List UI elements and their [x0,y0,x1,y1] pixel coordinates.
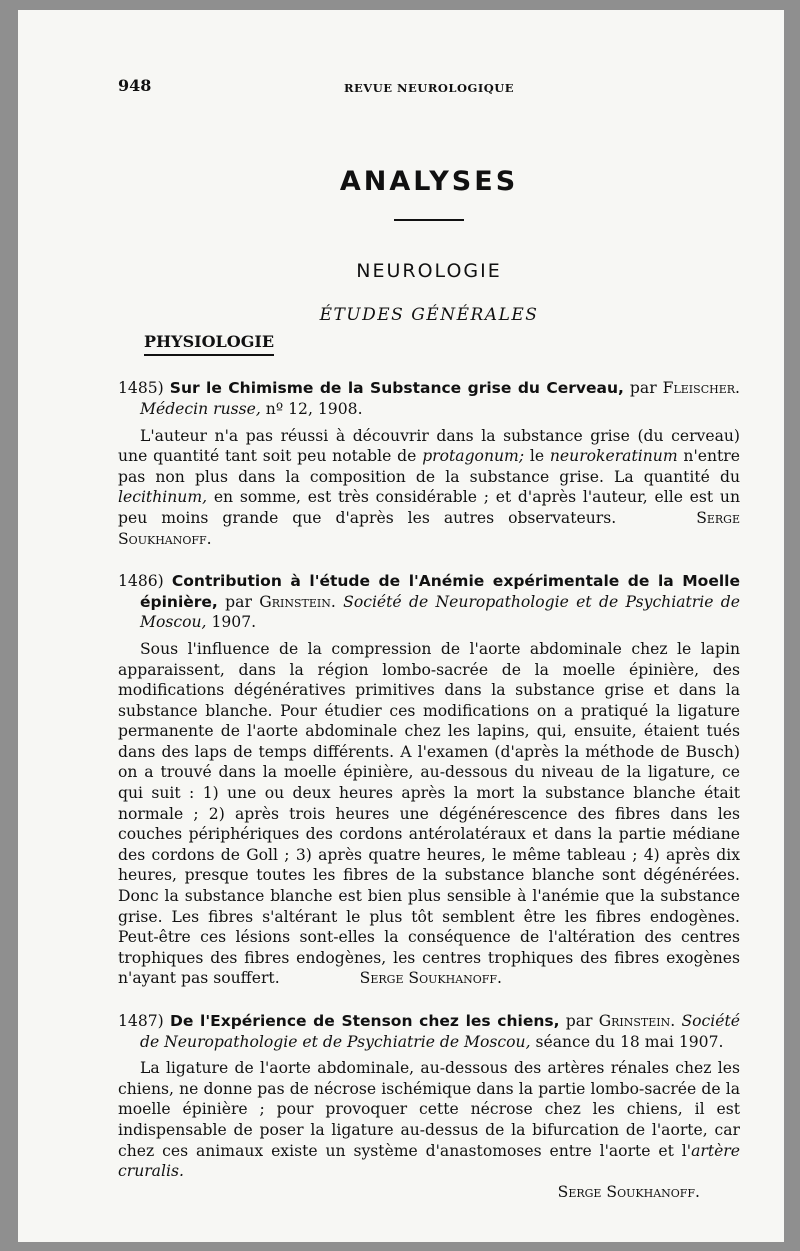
body-text: La ligature de l'aorte abdominale, au-dessous des artères rénales chez les chiens, ne donne pas de nécrose ischémique dans la partie lombo-sacrée de la moelle épinière ; pour provoquer cette nécrose chez les chiens, il est indispensable de poser la ligature au-dessus de la bifurcation de l'aorte, car chez ces animaux existe un système d'anastomoses entre l'aorte et l' [118,1059,740,1160]
latin-term: neurokeratinum [549,447,678,466]
entry-body [118,426,740,550]
entry-1485 [118,378,740,549]
latin-term: lecithinum, [118,488,208,507]
main-title: ANALYSES [339,166,519,197]
journal-title: REVUE NEUROLOGIQUE [343,81,515,95]
latin-term: protagonum; [422,447,525,466]
entry-source-tail: nº 12, 1908. [265,399,363,418]
entry-source: Société de Neuropathologie et de Psychiatrie de Moscou, [140,1012,740,1051]
rubric-heading: PHYSIOLOGIE [144,332,274,357]
entry-author: Grinstein. [598,1012,676,1030]
body-text: en somme, est très considérable ; et d'après l'auteur, elle est un peu moins grande que d'après les autres observateurs. [118,488,740,527]
body-text: n'entre pas non plus dans la composition de la substance grise. La quantité du [118,447,740,486]
subsection-heading: ÉTUDES GÉNÉRALES [319,305,539,326]
section-heading: NEUROLOGIE [356,259,502,282]
body-text: L'auteur n'a pas réussi à découvrir dans la substance grise (du cerveau) une quantité tant soit peu notable de [118,426,740,466]
entry-body [118,1058,740,1182]
running-header [118,70,740,100]
entry-title: Contribution à l'étude de l'Anémie expérimentale de la Moelle épinière, [140,572,740,611]
entry-author: Fleischer. [662,379,740,398]
entry-title: De l'Expérience de Stenson chez les chiens, [170,1012,560,1030]
signature: Serge Soukhanoff. [359,969,503,988]
entry-author: Grinstein. [259,592,336,611]
page-number: 948 [118,76,152,95]
entry-par: par [565,1012,593,1030]
entry-title: Sur le Chimisme de la Substance grise du Cerveau, [169,379,624,398]
entry-number: 1486) [118,572,164,591]
entry-par: par [225,592,252,611]
entry-heading [118,1011,740,1052]
body-text: Sous l'influence de la compression de l'aorte abdominale chez le lapin apparaissent, dans la région lombo-sacrée de la moelle épinière, des modifications dégénératives primitives dans la substance grise et dans la substance blanche. Pour étudier ces modifications on a pratiqué la ligature permanente de l'aorte abdominale chez les lapins, qui, ensuite, étaient tués dans des laps de temps différents. A l'examen (d'après la méthode de Busch) on a trouvé dans la moelle épinière, au-dessous du niveau de la ligature, ce qui suit : 1) une ou deux heures après la mort la substance blanche était normale ; 2) après trois heures une dégénérescence des fibres dans les couches périphériques des cordons antérolatéraux et dans la partie médiane des cordons de Goll ; 3) après quatre heures, le même tableau ; 4) après dix heures, presque toutes les fibres de la substance blanche sont dégénérées. Donc la substance blanche est bien plus sensible à l'anémie que la substance grise. Les fibres s'altérant le plus tôt semblent être les fibres endogènes. Peut-être ces lésions sont-elles la conséquence de l'altération des centres trophiques des fibres endogènes, les centres trophiques des fibres exogènes n'ayant pas souffert. [118,639,740,988]
signature: Serge Soukhanoff. [557,1182,700,1201]
entry-source-tail: séance du 18 mai 1907. [535,1032,724,1051]
title-rule [394,219,464,221]
entry-source: Médecin russe, [140,399,261,418]
entry-1487 [118,1011,740,1202]
entry-source: Société de Neuropathologie et de Psychiatrie de Moscou, [140,592,740,632]
entry-heading [118,571,740,633]
signature: Serge Soukhanoff. [118,508,740,548]
entry-heading [118,378,740,419]
entry-par: par [629,379,657,398]
entry-source-tail: 1907. [211,613,257,632]
entry-number: 1487) [118,1012,164,1030]
body-text: le [529,447,545,466]
page-content [118,70,740,1202]
entry-1486 [118,571,740,989]
latin-term: artère cruralis. [118,1141,740,1181]
entry-body [118,639,740,989]
entry-number: 1485) [118,379,164,398]
